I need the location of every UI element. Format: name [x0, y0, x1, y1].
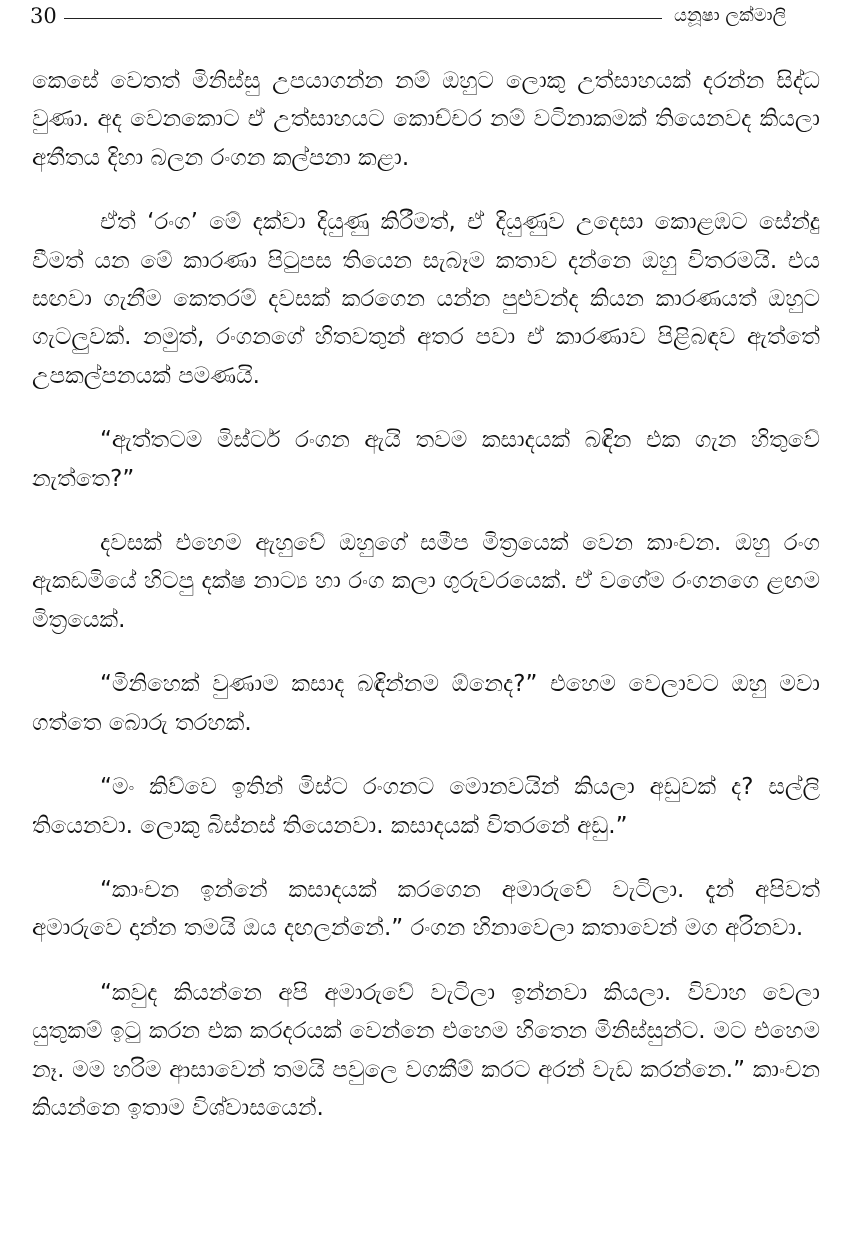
paragraph: “මං කිව්වෙ ඉතින් මිස්ට රංගනට මොනවයින් කියලා අඩුවක් ද? සල්ලි තියෙනවා. ලොකු බිස්නස් තියෙනවා. කසාදයක් විතරනේ අඩු.” [32, 774, 820, 839]
paragraph: කෙසේ වෙතත් මිනිස්සු උපයාගන්න නම් ඔහුට ලොකු උත්සාහයක් දරන්න සිද්ධ වුණා. අද වෙනකොට ඒ උත්සාහයට කොච්චර නම් වටිනාකමක් තියෙනවද කියලා අතීතය දිහා බලන රංගන කල්පනා කළා. [32, 68, 820, 171]
header-rule [64, 18, 662, 19]
paragraph: ඒත් ‘රංග’ මේ දක්වා දියුණු කිරීමත්, ඒ දියුණුව උදෙසා කොළඹට සේන්දු වීමත් යන මේ කාරණා පිටුපස තියෙන සැබෑම කතාව දන්නෙ ඔහු විතරමයි. එය සඟවා ගැනීම කෙතරම් දවසක් කරගෙන යන්න පුළුවන්ද කියන කාරණයත් ඔහුට ගැටලුවක්. නමුත්, රංගනගේ හිතවතුන් අතර පවා ඒ කාරණාව පිළිබඳව ඇත්තේ උපකල්පනයක් පමණයි. [32, 209, 820, 389]
paragraph: “කාංචන ඉන්නේ කසාදයක් කරගෙන අමාරුවේ වැටිලා. දැන් අපිවත් අමාරුවෙ දාන්න තමයි ඔය දඟලන්නේ.” රංගන හිනාවෙලා කතාවෙන් මග අරිනවා. [32, 876, 820, 942]
paragraph: දවසක් එහෙම ඇහුවේ ඔහුගේ සමීප මිත්‍රයෙක් වෙන කාංචන. ඔහු රංග ඇකඩමියේ හිටපු දක්ෂ නාට්‍ය හා රංග කලා ගුරුවරයෙක්. ඒ වගේම රංගනගෙ ළඟම මිත්‍රයෙක්. [32, 530, 820, 633]
page-header [0, 0, 864, 40]
paragraph: “ඇත්තටම මිස්ටර් රංගන ඇයි තවම කසාදයක් බඳින එක ගැන හිතුවේ නැත්තෙ?” [32, 427, 820, 492]
paragraph: “කවුද කියන්නෙ අපි අමාරුවේ වැටිලා ඉන්නවා කියලා. විවාහ වෙලා යුතුකම් ඉටු කරන එක කරදරයක් වෙන්නෙ එහෙම හිතෙන මිනිස්සුන්ට. මට එහෙම නෑ. මම හරිම ආසාවෙන් තමයි පවුලෙ වගකීම් කරට අරන් වැඩ කරන්නෙ.” කාංචන කියන්නෙ ඉතාම විශ්වාසයෙන්. [32, 979, 820, 1121]
paragraph: “මිනිහෙක් වුණාම කසාද බඳින්නම ඕනෙද?” එහෙම වෙලාවට ඔහු මවා ගත්තෙ බොරු තරහක්. [32, 671, 820, 736]
body-text [32, 62, 820, 1153]
page-number: 30 [30, 4, 57, 28]
running-head: යනූෂා ලක්මාලි [674, 5, 787, 26]
